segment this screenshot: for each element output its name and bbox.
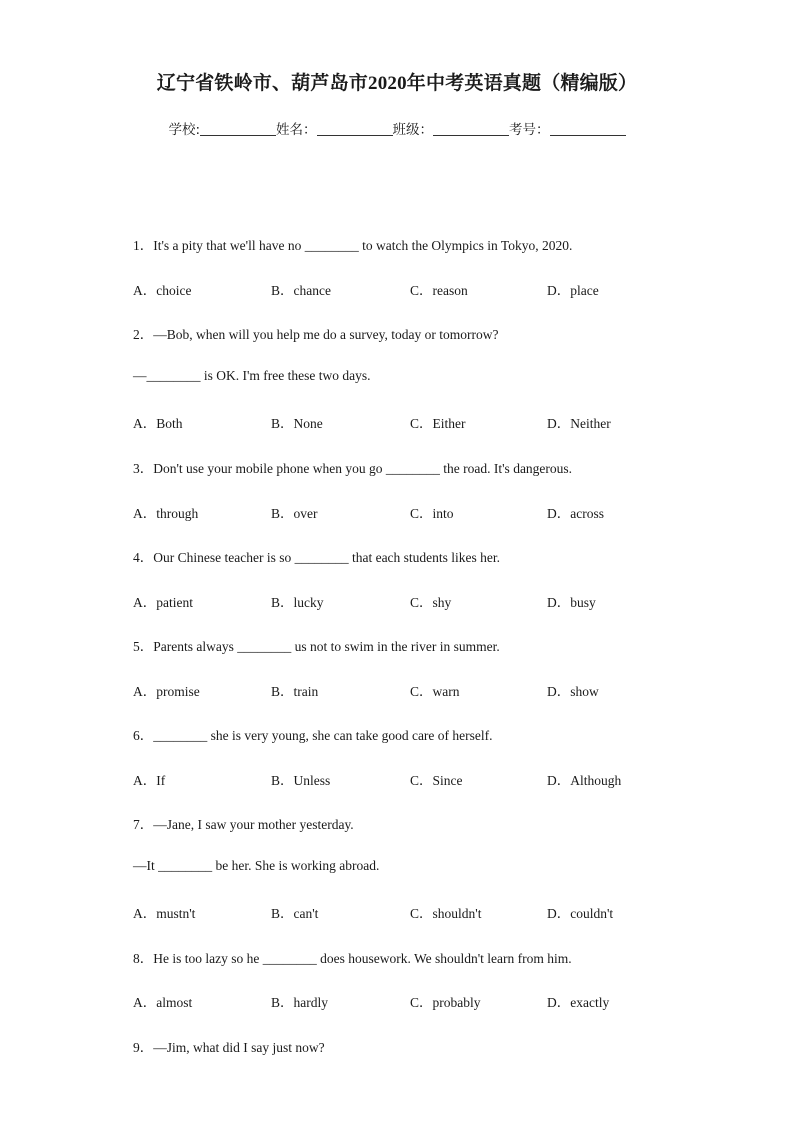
option-d[interactable]: D．show <box>547 684 599 699</box>
question-7: 7．—Jane, I saw your mother yesterday. <box>133 817 354 832</box>
option-c[interactable]: C．probably <box>410 995 481 1010</box>
option-a[interactable]: A．mustn't <box>133 906 196 921</box>
option-b[interactable]: B．train <box>271 684 319 699</box>
question-7-reply: —It ________ be her. She is working abroad. <box>133 858 380 873</box>
question-6: 6．________ she is very young, she can take good care of herself. <box>133 728 493 743</box>
options-2 <box>133 412 693 432</box>
option-a[interactable]: A．patient <box>133 595 193 610</box>
options-8 <box>133 991 693 1011</box>
question-2-reply: —________ is OK. I'm free these two days. <box>133 368 371 383</box>
option-a[interactable]: A．promise <box>133 684 200 699</box>
option-d[interactable]: D．exactly <box>547 995 610 1010</box>
options-1 <box>133 279 693 299</box>
options-6 <box>133 769 693 789</box>
option-c[interactable]: C．reason <box>410 283 468 298</box>
school-label: 学校: <box>168 122 201 138</box>
option-b[interactable]: B．Unless <box>271 773 331 788</box>
option-a[interactable]: A．through <box>133 506 199 521</box>
option-c[interactable]: C．shy <box>410 595 452 610</box>
option-d[interactable]: D．Although <box>547 773 622 788</box>
option-b[interactable]: B．can't <box>271 906 319 921</box>
page-title: 辽宁省铁岭市、葫芦岛市2020年中考英语真题（精编版） <box>156 73 638 94</box>
school-blank[interactable] <box>200 123 276 136</box>
student-info-fields <box>0 118 794 138</box>
option-a[interactable]: A．Both <box>133 416 183 431</box>
question-9: 9．—Jim, what did I say just now? <box>133 1040 325 1055</box>
options-7 <box>133 902 693 922</box>
name-label: 姓名： <box>276 122 317 138</box>
option-a[interactable]: A．almost <box>133 995 193 1010</box>
option-d[interactable]: D．couldn't <box>547 906 614 921</box>
option-d[interactable]: D．place <box>547 283 599 298</box>
options-3 <box>133 502 693 522</box>
question-4: 4．Our Chinese teacher is so ________ that each students likes her. <box>133 550 501 565</box>
options-4 <box>133 591 693 611</box>
name-blank[interactable] <box>317 123 393 136</box>
exam-no-blank[interactable] <box>550 123 626 136</box>
question-8: 8．He is too lazy so he ________ does housework. We shouldn't learn from him. <box>133 951 572 966</box>
question-3: 3．Don't use your mobile phone when you go ________ the road. It's dangerous. <box>133 461 573 476</box>
option-b[interactable]: B．lucky <box>271 595 324 610</box>
option-a[interactable]: A．If <box>133 773 166 788</box>
option-d[interactable]: D．across <box>547 506 604 521</box>
question-5: 5．Parents always ________ us not to swim in the river in summer. <box>133 639 500 654</box>
class-label: 班级： <box>392 122 434 138</box>
option-b[interactable]: B．chance <box>271 283 331 298</box>
question-1: 1．It's a pity that we'll have no ________ to watch the Olympics in Tokyo, 2020. <box>133 238 573 253</box>
option-d[interactable]: D．Neither <box>547 416 611 431</box>
exam-no-label: 考号： <box>509 122 550 138</box>
option-c[interactable]: C．Since <box>410 773 463 788</box>
option-c[interactable]: C．shouldn't <box>410 906 482 921</box>
class-blank[interactable] <box>433 123 509 136</box>
option-d[interactable]: D．busy <box>547 595 596 610</box>
options-5 <box>133 680 693 700</box>
option-b[interactable]: B．None <box>271 416 323 431</box>
option-b[interactable]: B．over <box>271 506 318 521</box>
option-c[interactable]: C．warn <box>410 684 460 699</box>
option-b[interactable]: B．hardly <box>271 995 328 1010</box>
option-c[interactable]: C．into <box>410 506 454 521</box>
option-c[interactable]: C．Either <box>410 416 466 431</box>
option-a[interactable]: A．choice <box>133 283 192 298</box>
question-2: 2．—Bob, when will you help me do a survey, today or tomorrow? <box>133 327 499 342</box>
